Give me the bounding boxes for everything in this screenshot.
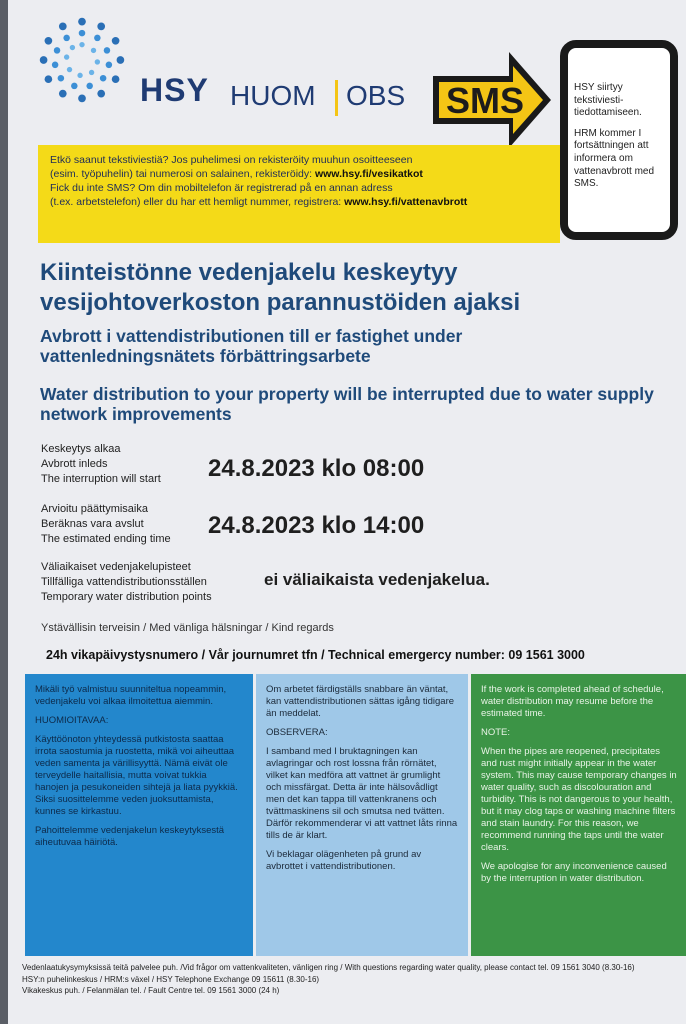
obs-label: OBS [346, 80, 406, 111]
temp-points-value: ei väliaikaista vedenjakelua. [264, 570, 490, 589]
panel-sv-intro: Om arbetet färdigställs snabbare än väntat, kan vattendistributionen sättas igång tidigare än meddelat. [266, 684, 455, 719]
panel-english [471, 674, 686, 956]
panel-fi-apology: Pahoittelemme vedenjakelun keskeytyksestä aiheutuvaa häiriötä. [35, 825, 225, 848]
panel-fi-body: Käyttöönoton yhteydessä putkistosta saattaa irrota saostumia ja ruostetta, mikä voi aiheuttaa veden samenta ja värillisyyttä. Nämä eivät ole terveydelle haitallisia, mutta voivat tukkia hanojen ja pesukoneiden sihtejä ja liata pyykkiä. Siksi suosittelemme veden juoksuttamista, kunnes se kirkastuu. [35, 734, 238, 817]
end-labels [41, 502, 171, 547]
notice-sheet [8, 0, 686, 1024]
end-label-sv: Beräknas vara avslut [41, 518, 144, 530]
sms-label: SMS [446, 80, 525, 121]
panel-sv-apology: Vi beklagar olägenheten på grund av avbrottet i vattendistributionen. [266, 849, 422, 872]
end-label-fi: Arvioitu päättymisaika [41, 503, 148, 515]
title-fi: Kiinteistönne vedenjakelu keskeytyy vesijohtoverkoston parannustöiden ajaksi [40, 259, 521, 316]
panel-finnish [25, 674, 253, 956]
footer-exchange: HSY:n puhelinkeskus / HRM:s växel / HSY Telephone Exchange 09 15611 (8.30-16) [22, 974, 320, 984]
vattenavbrott-link[interactable]: www.hsy.fi/vattenavbrott [344, 196, 468, 208]
hsy-logo-icon [34, 12, 130, 108]
footer-fault-centre: Vikakeskus puh. / Felanmälan tel. / Fault Centre tel. 09 1561 3000 (24 h) [22, 986, 280, 995]
temp-label-fi: Väliaikaiset vedenjakelupisteet [41, 561, 191, 573]
notice-line-1: Etkö saanut tekstiviestiä? Jos puhelimesi on rekisteröity muuhun osoitteeseen [50, 154, 413, 166]
start-label-en: The interruption will start [41, 473, 161, 485]
vesikatkot-link[interactable]: www.hsy.fi/vesikatkot [314, 168, 423, 180]
notice-line-3: Fick du inte SMS? Om din mobiltelefon är registrerad på en annan adress [50, 182, 393, 194]
footer-water-quality: Vedenlaatukysymyksissä teitä palvelee puh. /Vid frågor om vattenkvaliteten, vänligen ring / With questions regarding water quality, please contact tel. 09 1561 3040 (8.30-16) [22, 963, 635, 972]
start-label-fi: Keskeytys alkaa [41, 443, 121, 455]
panel-fi-intro: Mikäli työ valmistuu suunniteltua nopeammin, vedenjakelu voi alkaa ilmoitettua aiemmin. [35, 684, 227, 707]
phone-message-fi: HSY siirtyy tekstiviesti-tiedottamiseen. [574, 82, 642, 119]
notice-line-2: (esim. työpuhelin) tai numerosi on salainen, rekisteröidy: [50, 168, 315, 180]
temp-points-labels [41, 560, 212, 605]
end-label-en: The estimated ending time [41, 533, 171, 545]
regards: Ystävällisin terveisin / Med vänliga hälsningar / Kind regards [41, 622, 334, 634]
title-separator [335, 80, 338, 116]
phone-message [574, 82, 670, 199]
start-labels [41, 442, 161, 487]
title-en: Water distribution to your property will be interrupted due to water supply network improvements [40, 384, 654, 424]
panel-swedish [256, 674, 468, 956]
temp-label-sv: Tillfälliga vattendistributionsställen [41, 576, 207, 588]
footer-contacts [22, 962, 682, 997]
panel-fi-heading: HUOMIOITAVAA: [35, 715, 109, 726]
temp-label-en: Temporary water distribution points [41, 591, 212, 603]
huom-label: HUOM [230, 80, 316, 111]
start-label-sv: Avbrott inleds [41, 458, 108, 470]
emergency-number: 24h vikapäivystysnumero / Vår journumret tfn / Technical emergercy number: 09 1561 3000 [46, 648, 585, 662]
notice-line-4: (t.ex. arbetstelefon) eller du har ett hemligt nummer, registrera: [50, 196, 345, 208]
start-time: 24.8.2023 klo 08:00 [208, 455, 425, 482]
phone-message-sv: HRM kommer I fortsättningen att informera om vattenavbrott med SMS. [574, 127, 655, 190]
title-sv: Avbrott i vattendistributionen till er fastighet under vattenledningsnätets förbättringsarbete [40, 326, 463, 366]
panel-en-apology: We apologise for any inconvenience caused by the interruption in water distribution. [481, 861, 667, 884]
brand-name: HSY [140, 72, 209, 108]
sms-registration-notice [38, 145, 560, 243]
panel-sv-body: I samband med I bruktagningen kan avlagringar och rost lossna från rörnätet, vilket kan medföra att vattnet är grumlight och missfärgat. Detta är inte hälsovådligt men det kan tappa till vattenkranens och tvättmaskinens sil och smutsa ned tvätten. Därför rekommenderar vi att vattnet låts rinna tills de är klart. [266, 746, 458, 841]
panel-en-body: When the pipes are reopened, precipitates and rust might initially appear in the water system. This may cause temporary changes in water quality, such as discolouration and turbidity. This is not dangerous to your health, but it may clog taps or washing machine filters and stain laundry. For this reason, we recommend running the taps until the water clears. [481, 746, 677, 853]
end-time: 24.8.2023 klo 14:00 [208, 512, 425, 539]
panel-en-heading: NOTE: [481, 727, 511, 738]
panel-en-intro: If the work is completed ahead of schedule, water distribution may resume before the estimated time. [481, 684, 664, 719]
panel-sv-heading: OBSERVERA: [266, 727, 328, 738]
